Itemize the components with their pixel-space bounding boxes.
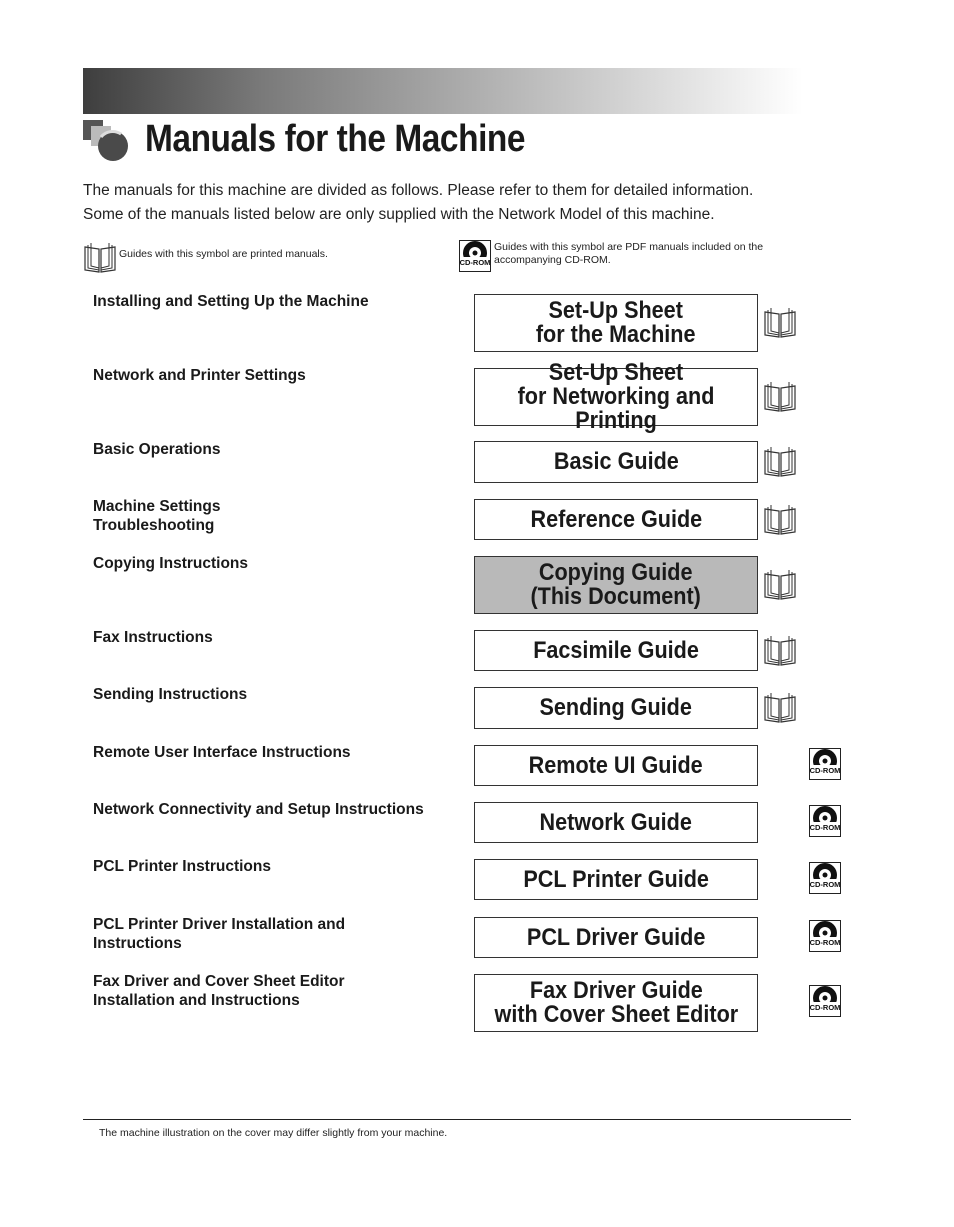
cdrom-icon-label: CD-ROM (809, 766, 841, 775)
manual-title-box (474, 441, 758, 483)
footer-divider (83, 1119, 851, 1120)
manual-title-box (474, 802, 758, 843)
book-icon (762, 691, 798, 723)
cdrom-icon (809, 748, 841, 780)
manual-title: Reference Guide (530, 505, 702, 533)
book-icon (762, 503, 798, 535)
section-squares-icon (83, 120, 131, 164)
intro-line: Some of the manuals listed below are only supplied with the Network Model of this machine. (83, 205, 715, 223)
manual-topic-label: Fax Driver and Cover Sheet Editor Installation and Instructions (93, 973, 345, 1009)
cdrom-icon (459, 240, 491, 272)
manual-title-box (474, 294, 758, 352)
manual-title: Set-Up Sheet for Networking and Printing (517, 359, 715, 434)
manual-title: Facsimile Guide (533, 636, 699, 664)
manual-title-box (474, 974, 758, 1032)
manual-topic-label: Network Connectivity and Setup Instructions (93, 801, 424, 818)
cdrom-icon (809, 862, 841, 894)
manual-title: Fax Driver Guide with Cover Sheet Editor (494, 977, 738, 1028)
book-icon (762, 380, 798, 412)
manual-topic-label: Copying Instructions (93, 555, 248, 572)
manual-title: Set-Up Sheet for the Machine (536, 297, 696, 348)
cdrom-icon-label: CD-ROM (809, 938, 841, 947)
manual-title: Basic Guide (553, 448, 679, 475)
manual-title-box (474, 745, 758, 786)
cdrom-icon-label: CD-ROM (809, 1003, 841, 1012)
manual-topic-label: Machine Settings Troubleshooting (93, 498, 221, 534)
header-gradient-bar (83, 68, 803, 114)
manual-topic-label: Remote User Interface Instructions (93, 744, 351, 761)
legend-cdrom-text: Guides with this symbol are PDF manuals included on the accompanying CD-ROM. (494, 241, 764, 266)
legend-printed (83, 240, 413, 274)
cdrom-icon-label: CD-ROM (809, 823, 841, 832)
page-title: Manuals for the Machine (145, 118, 526, 160)
legend-cdrom (459, 240, 819, 274)
intro-text (83, 179, 863, 226)
cdrom-icon-label: CD-ROM (809, 880, 841, 889)
manual-title-box (474, 687, 758, 729)
manual-topic-label: Installing and Setting Up the Machine (93, 293, 369, 310)
manual-topic-label: Fax Instructions (93, 629, 213, 646)
manual-topic-label: Sending Instructions (93, 686, 248, 703)
book-icon (762, 634, 798, 666)
manual-title-box (474, 359, 758, 434)
footnote: The machine illustration on the cover may differ slightly from your machine. (99, 1127, 448, 1139)
book-icon (83, 241, 117, 273)
legend-printed-text: Guides with this symbol are printed manuals. (119, 248, 328, 260)
book-icon (762, 568, 798, 600)
intro-line: The manuals for this machine are divided as follows. Please refer to them for detailed information. (83, 182, 754, 199)
manual-title-box-current (474, 556, 758, 614)
cdrom-icon (809, 920, 841, 952)
manual-topic-label: PCL Printer Driver Installation and Instructions (93, 916, 346, 952)
manual-title-box (474, 630, 758, 671)
cdrom-icon (809, 985, 841, 1017)
manual-title: Remote UI Guide (528, 751, 704, 779)
manual-title: PCL Printer Guide (523, 865, 709, 893)
manual-title-box (474, 499, 758, 540)
manual-topic-label: PCL Printer Instructions (93, 858, 271, 875)
manual-title: Network Guide (539, 808, 693, 836)
cdrom-icon (809, 805, 841, 837)
manual-title: Copying Guide (This Document) (530, 559, 702, 610)
book-icon (762, 306, 798, 338)
manual-topic-label: Network and Printer Settings (93, 367, 306, 384)
manual-title-box (474, 917, 758, 958)
manual-title: PCL Driver Guide (526, 923, 706, 951)
book-icon (762, 445, 798, 477)
manual-topic-label: Basic Operations (93, 441, 221, 458)
manual-title: Sending Guide (539, 694, 693, 721)
cdrom-icon-label: CD-ROM (459, 258, 491, 267)
manual-title-box (474, 859, 758, 900)
